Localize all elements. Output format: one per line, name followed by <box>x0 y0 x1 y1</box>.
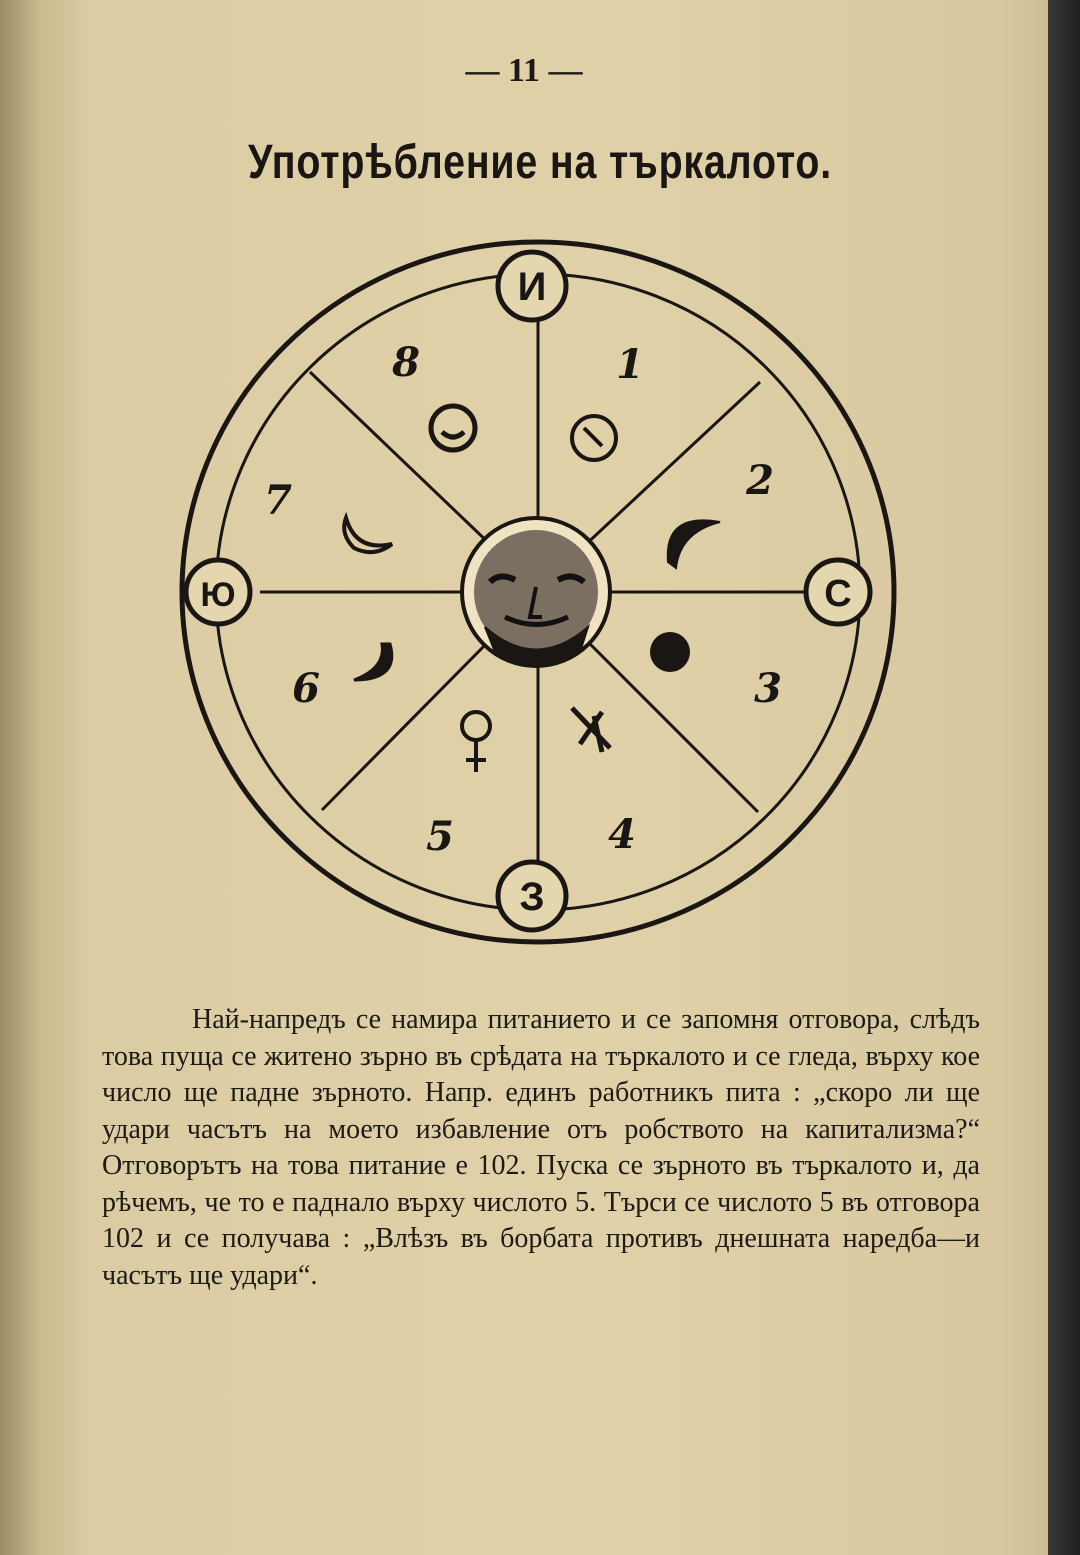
jupiter-icon <box>572 708 610 752</box>
divination-wheel <box>170 232 910 962</box>
direction-right: С <box>824 573 852 615</box>
sector-number-7: 7 <box>264 477 292 524</box>
sector-number-8: 8 <box>392 339 420 386</box>
sector-number-6: 6 <box>292 665 320 712</box>
venus-icon <box>462 712 490 772</box>
sector-number-1: 1 <box>616 341 644 388</box>
moon-icon <box>668 520 720 568</box>
sector-number-4: 4 <box>608 811 636 858</box>
direction-left: Ю <box>200 576 236 614</box>
body-text <box>102 1002 980 1294</box>
direction-top: И <box>517 265 547 309</box>
page-edge <box>1048 0 1080 1555</box>
crescent-moon-icon <box>354 644 392 680</box>
sector-number-5: 5 <box>426 813 454 860</box>
body-paragraph: Най-напредъ се намира питанието и се запомня отговора, слѣдъ това пуща се житено зърно въ срѣдата на търкалото и се гледа, върху кое число ще падне зърното. Напр. единъ работникъ пита : „скоро ли ще удари часътъ на моето избавление отъ робството на капитализма?“ Отговорътъ на това питание е 102. Пуска се зърното въ търкалото и, да рѣчемъ, че то е паднало върху числото 5. Търси се числото 5 въ отговора 102 и се получава : „Влѣзъ въ борбата противъ днешната наредба—и часътъ ще удари“. <box>102 1004 980 1291</box>
dot-icon <box>650 632 690 672</box>
crescent-moon-icon <box>344 518 392 552</box>
smiling-face-icon <box>431 406 475 450</box>
sun-face-icon <box>462 518 610 666</box>
clock-icon <box>572 416 616 460</box>
sector-number-3: 3 <box>754 665 782 712</box>
direction-bottom: З <box>519 875 545 919</box>
page-number: — 11 — <box>465 52 583 89</box>
sector-number-2: 2 <box>746 457 774 504</box>
page-title: Употрѣбление на търкалото. <box>247 136 833 189</box>
